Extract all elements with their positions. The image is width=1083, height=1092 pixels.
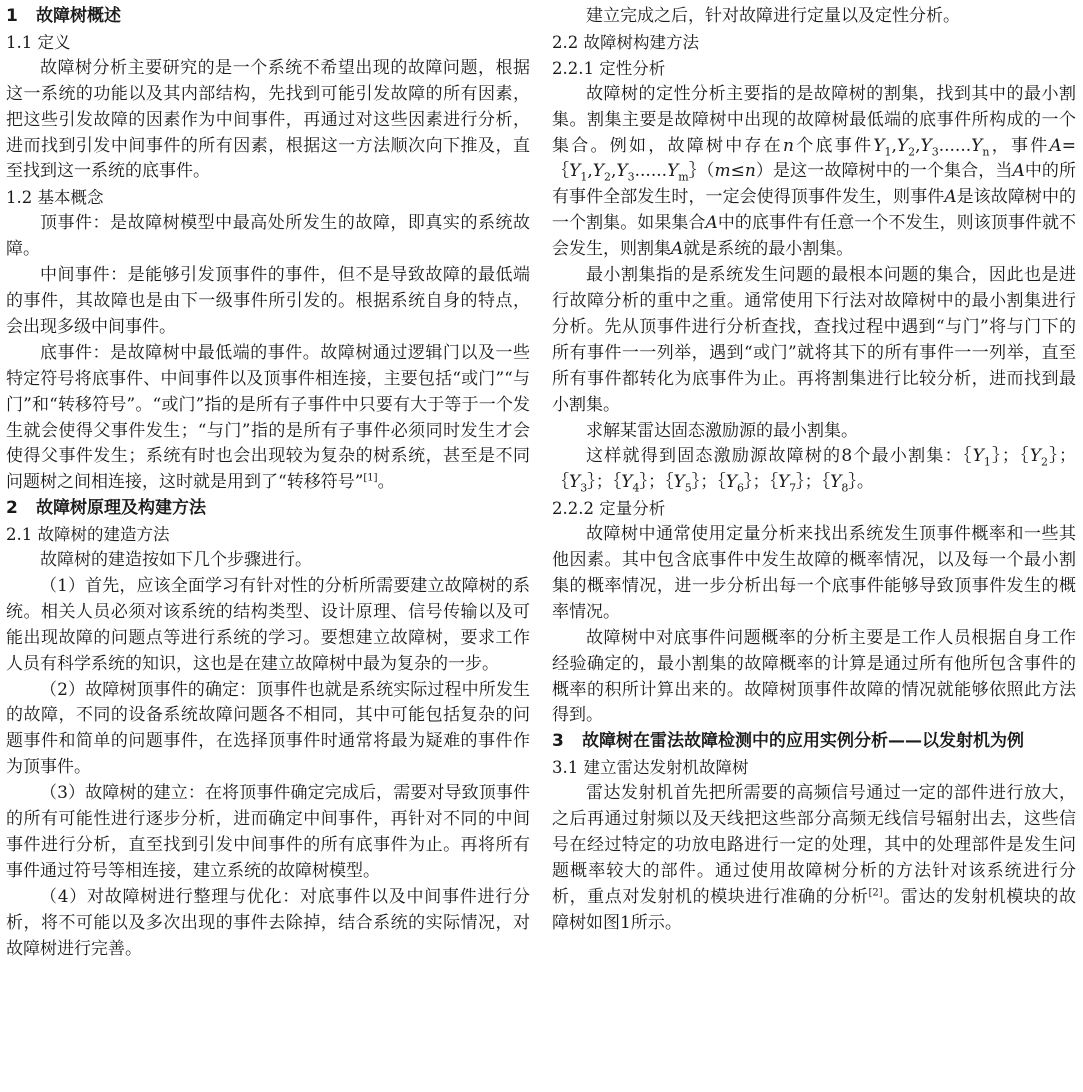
section-title: 故障树原理及构建方法 <box>36 498 206 519</box>
section-number: 1 <box>6 6 18 26</box>
math-sub: 8 <box>841 481 849 495</box>
math-var: Y <box>920 135 932 156</box>
section-title: 故障树在雷法故障检测中的应用实例分析——以发射机为例 <box>582 731 1024 752</box>
separator: ； <box>647 472 665 493</box>
paragraph-text: 雷达发射机首先把所需要的高频信号通过一定的部件进行放大，之后再通过射频以及天线把这些部分高频无线信号辐射出去，这些信号在经过特定的功放电路进行一定的处理，其中的处理部件是发生问题概率较大的部件。通过使用故障树分析的方法针对该系统进行分析，重点对发射机的模块进行准确的分析 <box>552 783 1076 907</box>
math-var: m <box>714 161 731 182</box>
paragraph-text: 就是系统的最小割集。 <box>683 239 854 260</box>
paragraph-text: ，事件 <box>989 135 1050 156</box>
paragraph-text: 底事件：是故障树中最低端的事件。故障树通过逻辑门以及一些特定符号将底事件、中间事件以及顶事件相连接，主要包括“或门”“与门”和“转移符号”。“或门”指的是所有子事件中只要有大于等于一个发生就会使得父事件发生；“与门”指的是所有子事件必须同时发生才会使得父事件发生；系统有时也会出现较为复杂的树系统，甚至是不同问题树之间相连接，这时就是用到了“转移符号” <box>6 342 530 493</box>
math-var: n <box>744 161 756 182</box>
separator: ； <box>804 472 822 493</box>
brace: ｛ <box>717 472 726 493</box>
subsection-2-2-heading: 2.2 故障树构建方法 <box>552 32 699 52</box>
cutset-item <box>552 472 613 495</box>
math-var: Y <box>673 472 685 493</box>
paragraph: 故障树分析主要研究的是一个系统不希望出现的故障问题，根据这一系统的功能以及其内部结构，先找到可能引发故障的所有因素，把这些引发故障的因素作为中间事件，再通过对这些因素进行分析，进而找到引发中间事件的所有因素，根据这一方法顺次向下推及，直至找到这一系统的底事件。 <box>6 57 530 182</box>
math-var: Y <box>1029 446 1042 467</box>
separator: ； <box>752 472 770 493</box>
math-sep: =｛ <box>552 135 1077 182</box>
paragraph: （4）对故障树进行整理与优化：对底事件以及中间事件进行分析，将不可能以及多次出现的事件去除掉，结合系统的实际情况，对故障树进行完善。 <box>6 886 530 959</box>
math-var: A <box>1012 161 1025 182</box>
cutset-item <box>821 472 874 495</box>
brace: ｝ <box>587 472 596 493</box>
section-2-heading <box>6 496 530 522</box>
cutset-item <box>612 472 665 495</box>
brace: ｛ <box>821 472 831 493</box>
paragraph: 故障树中通常使用定量分析来找出系统发生顶事件概率和一些其他因素。其中包含底事件中发生故障的概率情况，以及每一个最小割集的概率情况，进一步分析出每一个底事件能够导致顶事件发生的概率情况。 <box>552 524 1076 622</box>
brace: ｝ <box>848 472 857 493</box>
paragraph: 故障树的建造按如下几个步骤进行。 <box>40 550 312 571</box>
math-var: A <box>944 187 957 208</box>
brace: ｝ <box>990 446 1002 467</box>
cutsets-paragraph <box>552 444 1076 496</box>
math-sub: 1 <box>580 170 588 184</box>
brace: ｛ <box>612 472 622 493</box>
brace: ｛ <box>552 472 569 493</box>
paragraph: 顶事件：是故障树模型中最高处所发生的故障，即真实的系统故障。 <box>6 213 530 260</box>
math-var: Y <box>667 161 679 182</box>
subsection-2-2-1-heading: 2.2.1 定性分析 <box>552 58 666 78</box>
math-var: Y <box>592 161 604 182</box>
math-var: Y <box>621 472 633 493</box>
math-var: Y <box>777 472 790 493</box>
paragraph-text: 个底事件 <box>793 135 874 156</box>
citation-ref: [1] <box>363 472 378 484</box>
paragraph: 中间事件：是能够引发顶事件的事件，但不是导致故障的最低端的事件，其故障也是由下一级事件所引发的。根据系统自身的特点，会出现多级中间事件。 <box>6 265 530 337</box>
cutset-item <box>1018 446 1077 469</box>
brace: ｛ <box>769 472 778 493</box>
math-sep: ｝（ <box>688 161 715 182</box>
brace: ｝ <box>639 472 648 493</box>
paragraph: 求解某雷达固态激励源的最小割集。 <box>586 420 858 441</box>
subsection-1-1-heading: 1.1 定义 <box>6 32 71 52</box>
subsection-3-1-heading: 3.1 建立雷达发射机故障树 <box>552 758 749 778</box>
math-sub: 3 <box>931 144 939 158</box>
math-var: A <box>1049 135 1062 156</box>
math-sub: 3 <box>580 481 588 495</box>
separator: ； <box>1059 446 1077 467</box>
math-sub: 2 <box>603 170 611 184</box>
math-sub: 3 <box>627 170 635 184</box>
paragraph: 最小割集指的是系统发生问题的最根本问题的集合，因此也是进行故障分析的重中之重。通常使用下行法对故障树中的最小割集进行分析。先从顶事件进行分析查找，查找过程中遇到“与门”将与门下的所有事件一一列举，遇到“或门”就将其下的所有事件一一列举，直至所有事件都转化为底事件为止。再将割集进行比较分析，进而找到最小割集。 <box>552 265 1076 415</box>
math-var: n <box>783 135 794 156</box>
math-sep: , <box>891 135 897 156</box>
section-number: 3 <box>552 731 564 752</box>
paragraph <box>552 82 1076 263</box>
paragraph: 故障树中对底事件问题概率的分析主要是工作人员根据自身工作经验确定的，最小割集的故障概率的计算是通过所有他所包含事件的概率的积所计算出来的。故障树顶事件故障的情况就能够依照此方法得到。 <box>552 627 1076 726</box>
section-title: 故障树概述 <box>36 6 121 26</box>
section-1-heading <box>6 4 530 30</box>
separator: 。 <box>856 472 874 493</box>
math-sep: , <box>587 161 593 182</box>
right-column <box>552 4 1076 937</box>
citation-ref: [2] <box>868 887 883 899</box>
math-sub: n <box>982 144 990 158</box>
paragraph <box>6 341 530 496</box>
section-3-heading <box>552 729 1076 755</box>
math-var: Y <box>972 446 984 467</box>
brace: ｝ <box>796 472 805 493</box>
math-sub: 2 <box>908 144 916 158</box>
math-sep: , <box>610 161 617 182</box>
paragraph: （3）故障树的建立：在将顶事件确定完成后，需要对导致顶事件的所有可能性进行逐步分析，进而确定中间事件，再针对不同的中间事件进行分析，直至找到引发中间事件的所有底事件为止。再将所有事件通过符号等相连接，建立系统的故障树模型。 <box>6 783 530 881</box>
math-sub: 1 <box>983 455 991 469</box>
cutset-item <box>717 472 770 495</box>
math-sub: 7 <box>789 481 797 495</box>
math-var: Y <box>830 472 842 493</box>
math-sub: 2 <box>1041 455 1049 469</box>
brace: ｝ <box>1048 446 1060 467</box>
math-sub: 5 <box>684 481 692 495</box>
math-var: Y <box>725 472 737 493</box>
math-var: Y <box>569 161 581 182</box>
paragraph <box>552 781 1076 936</box>
cutset-item <box>664 472 718 495</box>
separator: ； <box>700 472 718 493</box>
paragraph-text: 故障树的定性分析主要指的是故障树的割集，找到其中的最小割集。割集主要是故障树中出现的故障树最低端的底事件所构成的一个集合。例如，故障树中存在 <box>552 83 1076 156</box>
paragraph: （2）故障树顶事件的确定：顶事件也就是系统实际过程中所发生的故障，不同的设备系统故障问题各不相同，其中可能包括复杂的问题事件和简单的问题事件，在选择顶事件时通常将最为疑难的事件作为顶事件。 <box>6 679 530 778</box>
subsection-1-2-heading: 1.2 基本概念 <box>6 188 104 208</box>
subsection-2-1-heading: 2.1 故障树的建造方法 <box>6 525 170 545</box>
cutset-item <box>962 446 1019 469</box>
brace: ｝ <box>691 472 701 493</box>
paragraph-text: ）是这一故障树中的一个集合，当 <box>755 161 1013 182</box>
math-dots: ...... <box>634 161 668 182</box>
cutset-item <box>769 472 822 495</box>
math-var: Y <box>569 472 581 493</box>
separator: ； <box>1001 446 1019 467</box>
math-sub: m <box>678 170 689 184</box>
paragraph-text: 这样就得到固态激励源故障树的8个最小割集： <box>586 446 963 467</box>
math-dots: ...... <box>938 135 972 156</box>
punctuation: 。 <box>377 472 395 493</box>
math-var: Y <box>616 161 628 182</box>
math-sub: 6 <box>736 481 744 495</box>
brace: ｛ <box>1018 446 1030 467</box>
paragraph-text: 中的所有事件全部发生时，一定会使得顶事件发生，则事件 <box>552 161 1077 208</box>
paragraph-text: 中的底事件有任意一个不发生，则该顶事件就不会发生，则割集 <box>552 213 1076 260</box>
section-number: 2 <box>6 498 18 519</box>
paragraph-text: 。雷达的发射机模块的故障树如图1所示。 <box>552 886 1077 933</box>
math-var: Y <box>873 135 885 156</box>
math-var: Y <box>896 135 909 156</box>
math-var: Y <box>971 135 983 156</box>
math-sub: 4 <box>632 481 640 495</box>
paragraph: （1）首先，应该全面学习有针对性的分析所需要建立故障树的系统。相关人员必须对该系统的结构类型、设计原理、信号传输以及可能出现故障的问题点等进行系统的学习。要想建立故障树，要求工作人员有科学系统的知识，这也是在建立故障树中最为复杂的一步。 <box>6 575 530 674</box>
math-sep: , <box>915 135 921 156</box>
separator: ； <box>595 472 613 493</box>
brace: ｝ <box>743 472 753 493</box>
brace: ｛ <box>962 446 973 467</box>
math-var: A <box>671 239 684 260</box>
left-column <box>6 4 530 963</box>
math-sub: 1 <box>884 144 892 158</box>
brace: ｛ <box>664 472 674 493</box>
math-op: ≤ <box>730 161 745 182</box>
subsection-2-2-2-heading: 2.2.2 定量分析 <box>552 499 666 519</box>
paragraph-text: 是该故障树中的一个割集。如果集合 <box>552 187 1077 234</box>
math-var: A <box>705 213 718 234</box>
paragraph: 建立完成之后，针对故障进行定量以及定性分析。 <box>586 6 960 26</box>
